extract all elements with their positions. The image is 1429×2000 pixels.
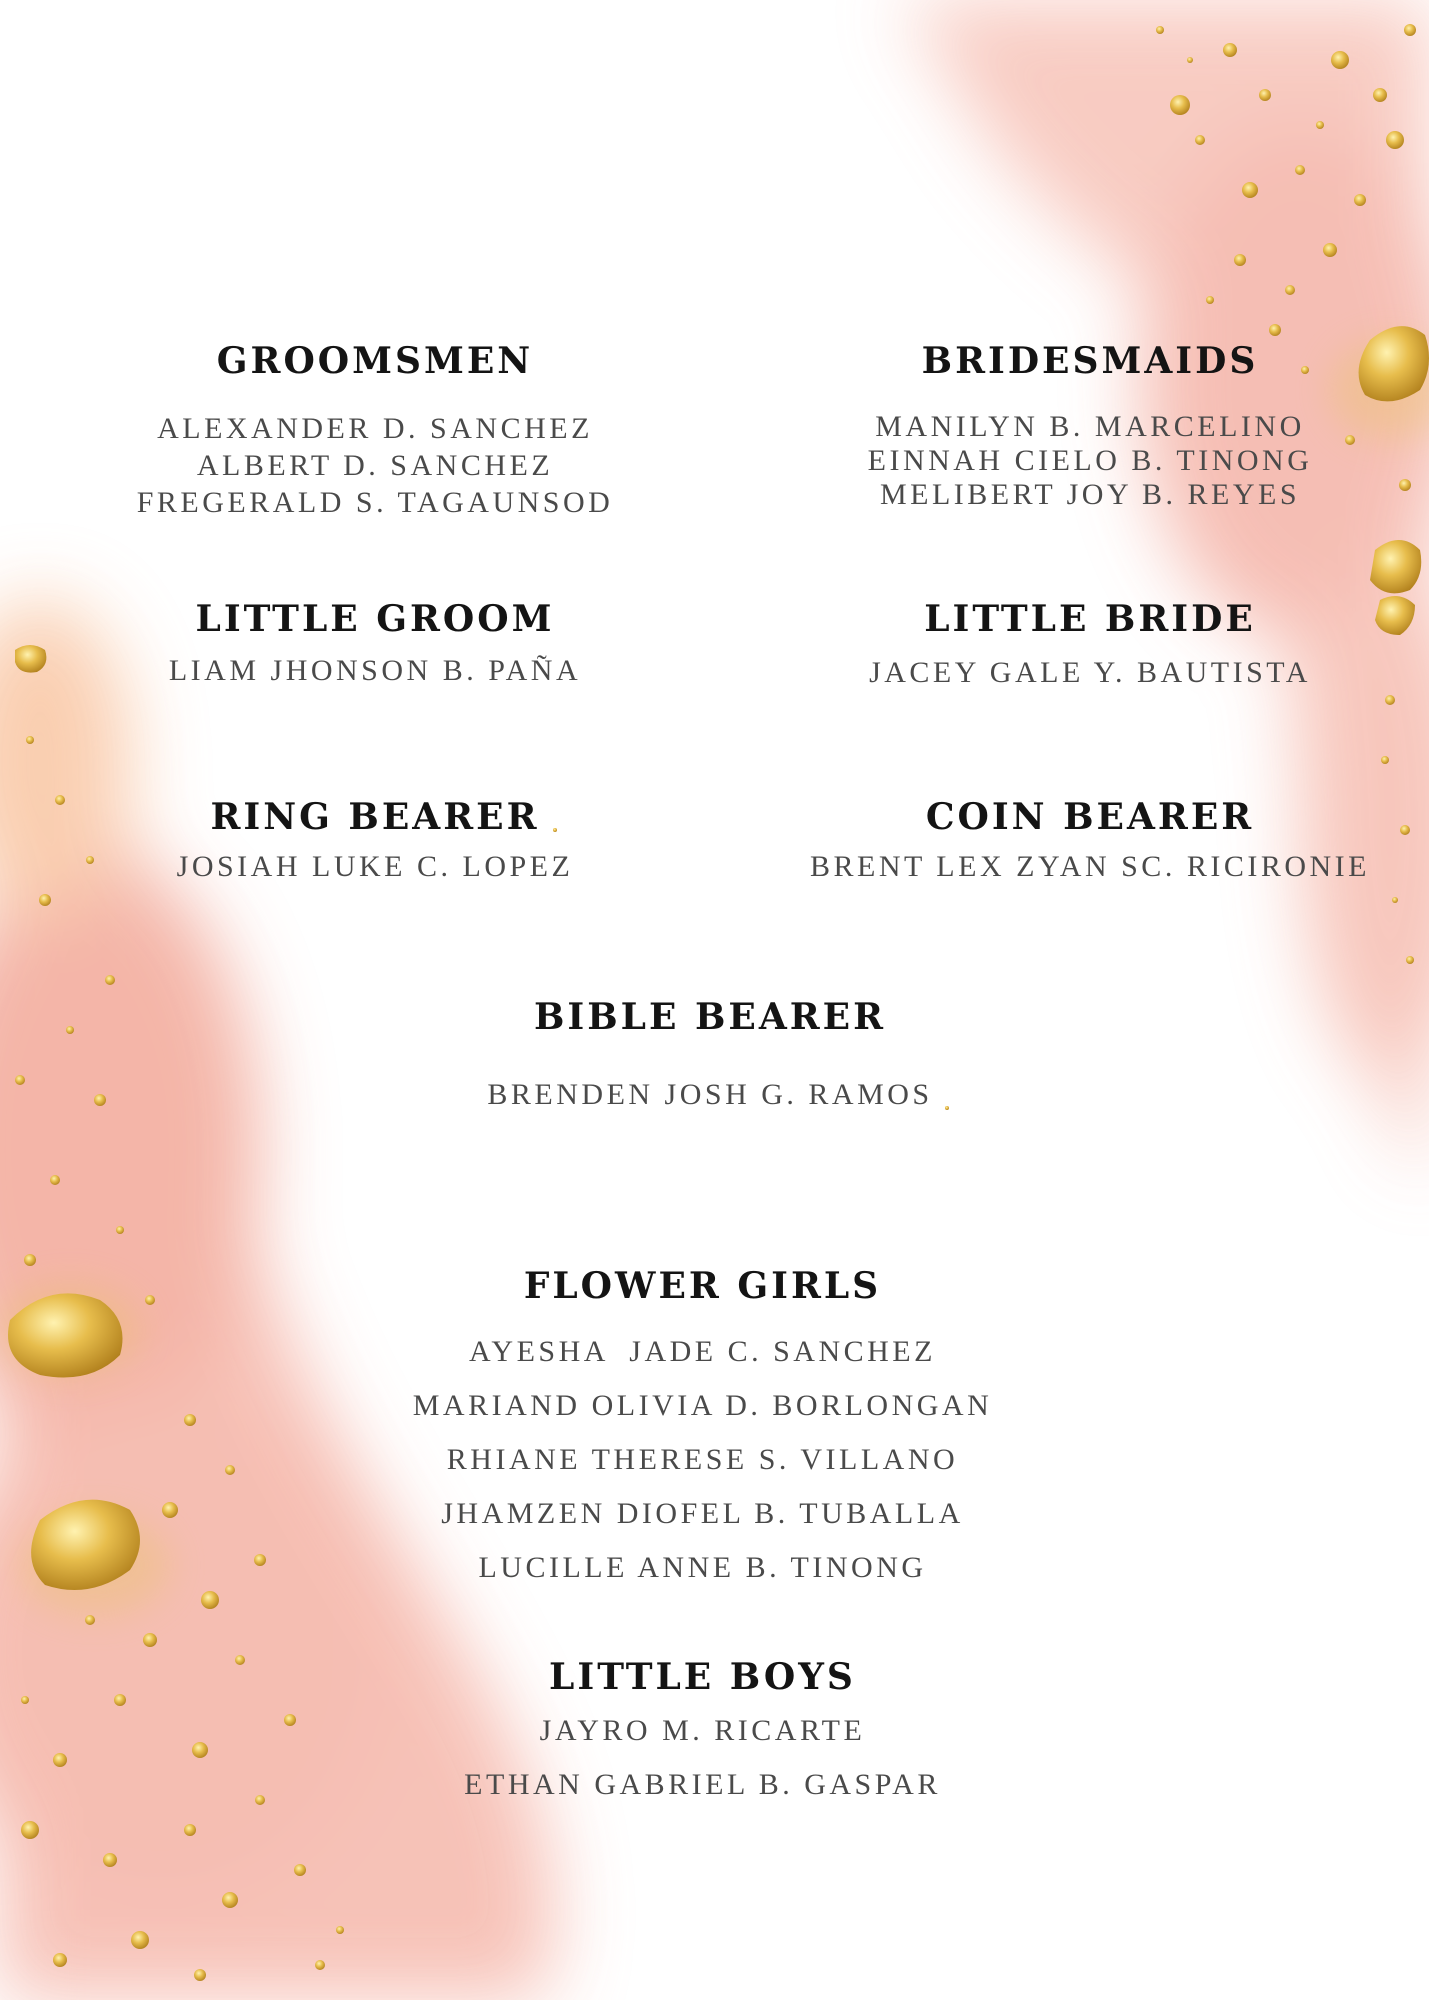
bible-bearer-list bbox=[400, 1078, 1020, 1112]
ring-bearer-heading: RING BEARER bbox=[210, 796, 540, 838]
flower-girl-name: MARIAND OLIVIA D. BORLONGAN bbox=[412, 1389, 993, 1422]
bridesmaids-list bbox=[800, 410, 1380, 512]
bible-bearer-section bbox=[400, 996, 1020, 1112]
groomsman-name: FREGERALD S. TAGAUNSOD bbox=[136, 486, 614, 519]
groomsmen-heading: GROOMSMEN bbox=[216, 340, 534, 382]
flower-girls-list bbox=[380, 1325, 1025, 1595]
bridesmaid-name: MANILYN B. MARCELINO bbox=[875, 410, 1305, 443]
little-bride-name: JACEY GALE Y. BAUTISTA bbox=[869, 656, 1311, 689]
coin-bearer-name: BRENT LEX ZYAN SC. RICIRONIE bbox=[810, 850, 1370, 883]
groomsmen-list bbox=[80, 410, 670, 521]
ring-bearer-section bbox=[80, 796, 670, 884]
bridesmaids-heading: BRIDESMAIDS bbox=[921, 340, 1259, 382]
little-groom-heading: LITTLE GROOM bbox=[195, 598, 555, 640]
little-groom-list bbox=[80, 654, 670, 688]
little-bride-heading: LITTLE BRIDE bbox=[924, 598, 1256, 640]
ring-bearer-name: JOSIAH LUKE C. LOPEZ bbox=[176, 850, 574, 883]
groomsmen-section bbox=[80, 340, 670, 521]
coin-bearer-list bbox=[800, 850, 1380, 884]
little-groom-section bbox=[80, 598, 670, 688]
flower-girl-name: LUCILLE ANNE B. TINONG bbox=[478, 1551, 927, 1584]
little-boys-list bbox=[380, 1704, 1025, 1812]
little-boys-section bbox=[380, 1656, 1025, 1812]
coin-bearer-section bbox=[800, 796, 1380, 884]
coin-bearer-heading: COIN BEARER bbox=[925, 796, 1255, 838]
groomsman-name: ALBERT D. SANCHEZ bbox=[196, 449, 554, 482]
little-bride-list bbox=[800, 656, 1380, 690]
bridesmaid-name: MELIBERT JOY B. REYES bbox=[879, 478, 1301, 511]
flower-girl-name: RHIANE THERESE S. VILLANO bbox=[446, 1443, 959, 1476]
bridesmaid-name: EINNAH CIELO B. TINONG bbox=[867, 444, 1313, 477]
groomsman-name: ALEXANDER D. SANCHEZ bbox=[157, 412, 593, 445]
flower-girls-section bbox=[380, 1265, 1025, 1595]
ring-bearer-list bbox=[80, 850, 670, 884]
little-boy-name: ETHAN GABRIEL B. GASPAR bbox=[464, 1768, 941, 1801]
little-boys-heading: LITTLE BOYS bbox=[549, 1656, 856, 1698]
flower-girl-name: AYESHA JADE C. SANCHEZ bbox=[469, 1335, 936, 1368]
bridesmaids-section bbox=[800, 340, 1380, 512]
bible-bearer-name: BRENDEN JOSH G. RAMOS bbox=[487, 1078, 933, 1111]
little-bride-section bbox=[800, 598, 1380, 690]
flower-girls-heading: FLOWER GIRLS bbox=[523, 1265, 882, 1307]
bible-bearer-heading: BIBLE BEARER bbox=[533, 996, 887, 1038]
little-boy-name: JAYRO M. RICARTE bbox=[539, 1714, 866, 1747]
little-groom-name: LIAM JHONSON B. PAÑA bbox=[168, 654, 582, 687]
flower-girl-name: JHAMZEN DIOFEL B. TUBALLA bbox=[441, 1497, 964, 1530]
